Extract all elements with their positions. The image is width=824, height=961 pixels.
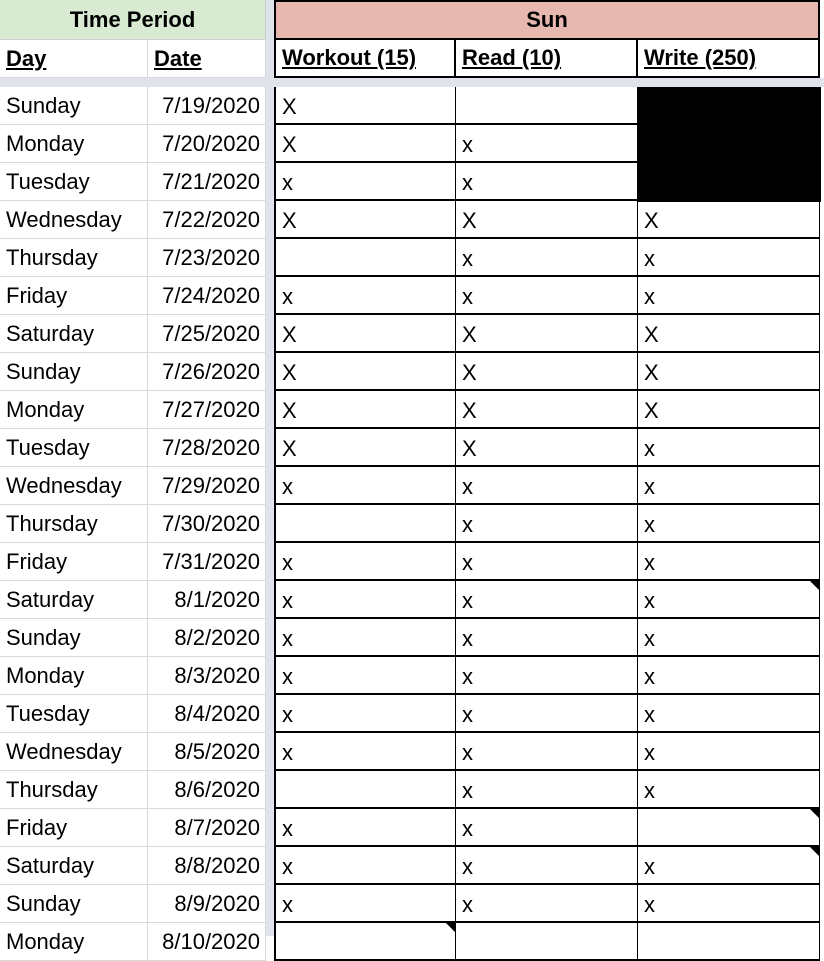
read-cell[interactable]: x bbox=[456, 847, 638, 885]
note-indicator-icon[interactable] bbox=[810, 581, 819, 590]
frozen-row-divider[interactable] bbox=[0, 78, 824, 87]
workout-cell[interactable]: x bbox=[274, 695, 456, 733]
workout-cell[interactable]: X bbox=[274, 315, 456, 353]
day-cell[interactable]: Friday bbox=[0, 277, 148, 315]
day-cell[interactable]: Wednesday bbox=[0, 201, 148, 239]
date-cell[interactable]: 7/25/2020 bbox=[148, 315, 266, 353]
note-indicator-icon[interactable] bbox=[810, 809, 819, 818]
sun-group-header[interactable]: Sun bbox=[274, 0, 820, 40]
read-cell[interactable]: x bbox=[456, 619, 638, 657]
workout-cell[interactable]: X bbox=[274, 125, 456, 163]
date-cell[interactable]: 7/29/2020 bbox=[148, 467, 266, 505]
redacted-cell bbox=[638, 163, 821, 202]
day-cell[interactable]: Saturday bbox=[0, 315, 148, 353]
date-cell[interactable]: 7/20/2020 bbox=[148, 125, 266, 163]
day-cell[interactable]: Monday bbox=[0, 125, 148, 163]
read-cell[interactable]: X bbox=[456, 429, 638, 467]
date-cell[interactable]: 7/23/2020 bbox=[148, 239, 266, 277]
write-cell[interactable]: x bbox=[638, 467, 820, 505]
read-cell[interactable]: X bbox=[456, 315, 638, 353]
time-period-header[interactable]: Time Period bbox=[0, 0, 266, 40]
workout-cell[interactable]: X bbox=[274, 353, 456, 391]
write-cell[interactable] bbox=[638, 809, 820, 847]
read-cell[interactable]: x bbox=[456, 239, 638, 277]
write-cell[interactable]: x bbox=[638, 885, 820, 923]
date-cell[interactable]: 8/5/2020 bbox=[148, 733, 266, 771]
workout-cell[interactable] bbox=[274, 505, 456, 543]
workout-cell[interactable]: x bbox=[274, 277, 456, 315]
write-cell[interactable]: x bbox=[638, 277, 820, 315]
day-column-header[interactable]: Day bbox=[0, 40, 148, 78]
write-column-header[interactable]: Write (250) bbox=[638, 40, 820, 78]
workout-cell[interactable]: x bbox=[274, 467, 456, 505]
workout-cell[interactable]: x bbox=[274, 163, 456, 201]
write-cell[interactable]: x bbox=[638, 657, 820, 695]
write-cell[interactable]: X bbox=[638, 315, 820, 353]
workout-cell[interactable]: x bbox=[274, 619, 456, 657]
write-cell[interactable]: x bbox=[638, 505, 820, 543]
write-cell[interactable]: x bbox=[638, 581, 820, 619]
date-cell[interactable]: 7/30/2020 bbox=[148, 505, 266, 543]
workout-cell[interactable] bbox=[274, 923, 456, 961]
read-cell[interactable]: x bbox=[456, 695, 638, 733]
read-cell[interactable]: x bbox=[456, 543, 638, 581]
write-cell[interactable] bbox=[638, 923, 820, 961]
day-cell[interactable]: Saturday bbox=[0, 581, 148, 619]
date-cell[interactable]: 8/10/2020 bbox=[148, 923, 266, 961]
day-cell[interactable]: Friday bbox=[0, 543, 148, 581]
date-cell[interactable]: 8/9/2020 bbox=[148, 885, 266, 923]
write-cell[interactable]: X bbox=[638, 391, 820, 429]
day-cell[interactable]: Wednesday bbox=[0, 733, 148, 771]
day-cell[interactable]: Sunday bbox=[0, 87, 148, 125]
day-cell[interactable]: Friday bbox=[0, 809, 148, 847]
date-cell[interactable]: 8/4/2020 bbox=[148, 695, 266, 733]
workout-cell[interactable]: x bbox=[274, 581, 456, 619]
write-cell[interactable]: x bbox=[638, 429, 820, 467]
workout-cell[interactable]: x bbox=[274, 885, 456, 923]
workout-cell[interactable]: X bbox=[274, 201, 456, 239]
read-cell[interactable]: x bbox=[456, 467, 638, 505]
date-cell[interactable]: 8/2/2020 bbox=[148, 619, 266, 657]
read-cell[interactable]: x bbox=[456, 277, 638, 315]
workout-cell[interactable] bbox=[274, 771, 456, 809]
date-cell[interactable]: 8/3/2020 bbox=[148, 657, 266, 695]
workout-cell[interactable]: X bbox=[274, 391, 456, 429]
workout-cell[interactable]: X bbox=[274, 429, 456, 467]
date-cell[interactable]: 8/8/2020 bbox=[148, 847, 266, 885]
date-cell[interactable]: 8/7/2020 bbox=[148, 809, 266, 847]
workout-cell[interactable]: x bbox=[274, 657, 456, 695]
day-cell[interactable]: Sunday bbox=[0, 885, 148, 923]
read-cell[interactable]: x bbox=[456, 163, 638, 201]
read-cell[interactable]: x bbox=[456, 885, 638, 923]
read-cell[interactable] bbox=[456, 87, 638, 125]
read-column-header[interactable]: Read (10) bbox=[456, 40, 638, 78]
day-cell[interactable]: Thursday bbox=[0, 239, 148, 277]
date-cell[interactable]: 7/22/2020 bbox=[148, 201, 266, 239]
day-cell[interactable]: Tuesday bbox=[0, 429, 148, 467]
day-cell[interactable]: Thursday bbox=[0, 771, 148, 809]
date-cell[interactable]: 8/6/2020 bbox=[148, 771, 266, 809]
read-cell[interactable]: X bbox=[456, 353, 638, 391]
redacted-cell bbox=[638, 87, 821, 126]
note-indicator-icon[interactable] bbox=[446, 923, 455, 932]
day-cell[interactable]: Saturday bbox=[0, 847, 148, 885]
read-cell[interactable]: X bbox=[456, 201, 638, 239]
workout-cell[interactable]: x bbox=[274, 847, 456, 885]
frozen-column-divider[interactable] bbox=[266, 0, 274, 936]
workout-column-header[interactable]: Workout (15) bbox=[274, 40, 456, 78]
day-cell[interactable]: Monday bbox=[0, 923, 148, 961]
write-cell[interactable]: x bbox=[638, 771, 820, 809]
date-cell[interactable]: 7/21/2020 bbox=[148, 163, 266, 201]
date-cell[interactable]: 7/28/2020 bbox=[148, 429, 266, 467]
date-cell[interactable]: 7/24/2020 bbox=[148, 277, 266, 315]
workout-cell[interactable] bbox=[274, 239, 456, 277]
read-cell[interactable]: x bbox=[456, 505, 638, 543]
date-cell[interactable]: 8/1/2020 bbox=[148, 581, 266, 619]
workout-cell[interactable]: X bbox=[274, 87, 456, 125]
day-cell[interactable]: Sunday bbox=[0, 353, 148, 391]
date-column-header[interactable]: Date bbox=[148, 40, 266, 78]
workout-cell[interactable]: x bbox=[274, 809, 456, 847]
write-cell[interactable]: X bbox=[638, 353, 820, 391]
write-cell[interactable]: x bbox=[638, 619, 820, 657]
day-cell[interactable]: Tuesday bbox=[0, 163, 148, 201]
write-cell[interactable]: x bbox=[638, 695, 820, 733]
read-cell[interactable] bbox=[456, 923, 638, 961]
day-cell[interactable]: Sunday bbox=[0, 619, 148, 657]
read-cell[interactable]: X bbox=[456, 391, 638, 429]
read-cell[interactable]: x bbox=[456, 657, 638, 695]
write-cell[interactable]: x bbox=[638, 239, 820, 277]
day-cell[interactable]: Wednesday bbox=[0, 467, 148, 505]
write-cell[interactable]: x bbox=[638, 543, 820, 581]
day-cell[interactable]: Tuesday bbox=[0, 695, 148, 733]
date-cell[interactable]: 7/31/2020 bbox=[148, 543, 266, 581]
read-cell[interactable]: x bbox=[456, 771, 638, 809]
date-cell[interactable]: 7/26/2020 bbox=[148, 353, 266, 391]
workout-cell[interactable]: x bbox=[274, 733, 456, 771]
read-cell[interactable]: x bbox=[456, 125, 638, 163]
redacted-cell bbox=[638, 125, 821, 164]
write-cell[interactable]: X bbox=[638, 201, 820, 239]
write-cell[interactable]: x bbox=[638, 733, 820, 771]
write-cell[interactable]: x bbox=[638, 847, 820, 885]
day-cell[interactable]: Monday bbox=[0, 391, 148, 429]
day-cell[interactable]: Monday bbox=[0, 657, 148, 695]
date-cell[interactable]: 7/27/2020 bbox=[148, 391, 266, 429]
read-cell[interactable]: x bbox=[456, 581, 638, 619]
date-cell[interactable]: 7/19/2020 bbox=[148, 87, 266, 125]
read-cell[interactable]: x bbox=[456, 809, 638, 847]
read-cell[interactable]: x bbox=[456, 733, 638, 771]
note-indicator-icon[interactable] bbox=[810, 847, 819, 856]
workout-cell[interactable]: x bbox=[274, 543, 456, 581]
day-cell[interactable]: Thursday bbox=[0, 505, 148, 543]
